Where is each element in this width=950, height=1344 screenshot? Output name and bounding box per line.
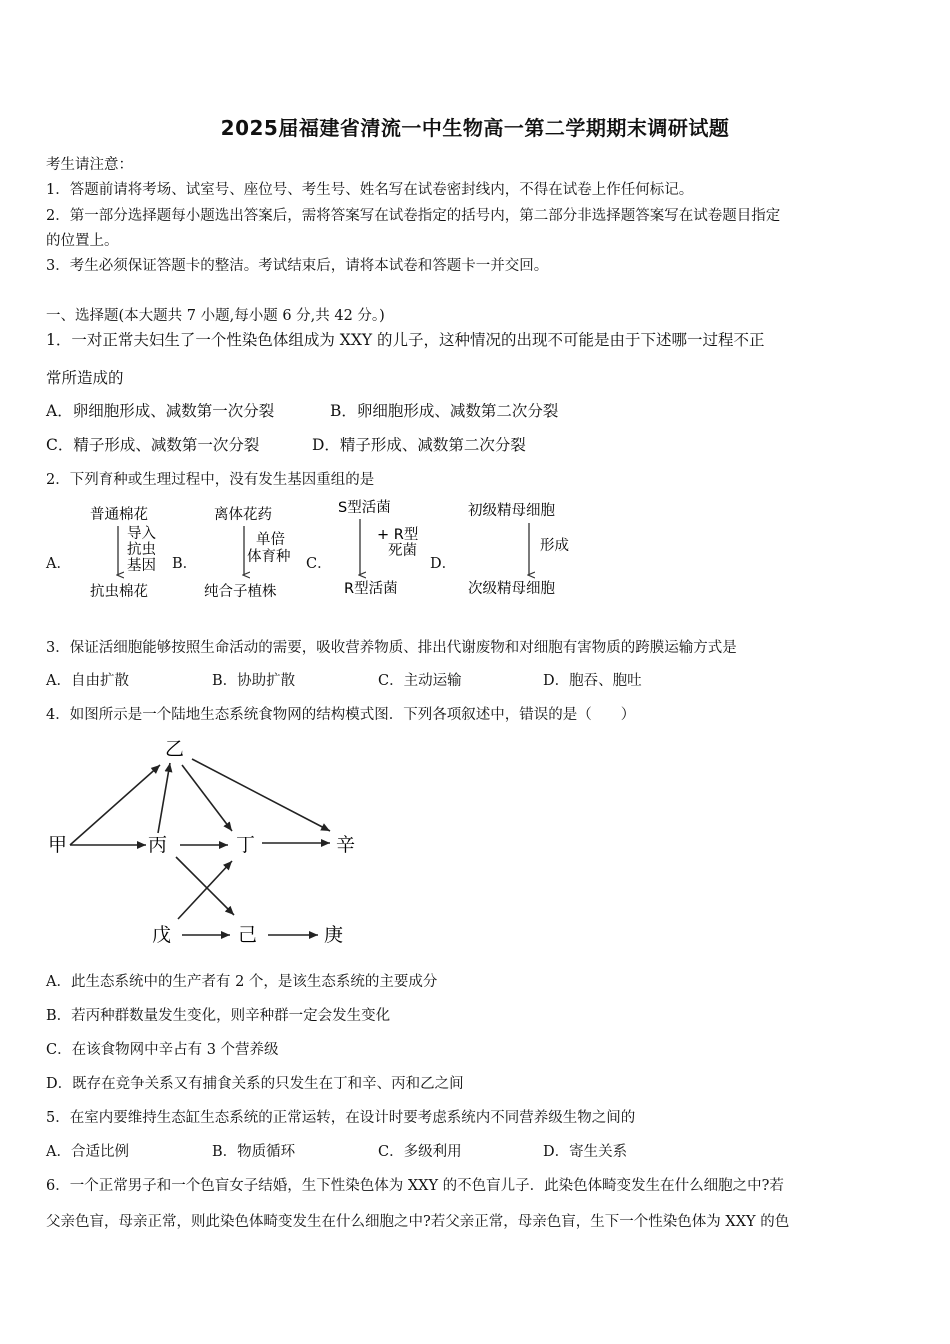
q3-option-c: C．主动运输 <box>378 673 462 689</box>
q4-stem: 4．如图所示是一个陆地生态系统食物网的结构模式图．下列各项叙述中，错误的是（ ） <box>46 707 636 723</box>
arrow-jia-yi <box>70 765 160 845</box>
arrow-yi-xin <box>192 759 330 831</box>
arrow-bing-yi <box>158 763 170 833</box>
q2b-bottom: 纯合子植株 <box>204 584 277 600</box>
q6-stem-line1: 6．一个正常男子和一个色盲女子结婚，生下性染色体为 XXY 的不色盲儿子．此染色体畸变发生在什么细胞之中?若 <box>46 1178 784 1194</box>
q2a-side-2: 抗虫 <box>127 542 156 558</box>
q2c-top: S型活菌 <box>338 500 391 516</box>
node-yi: 乙 <box>165 738 185 760</box>
q2-label-d: D． <box>430 556 457 572</box>
q1-stem-line1: 1．一对正常夫妇生了一个性染色体组成为 XXY 的儿子，这种情况的出现不可能是由于下述哪一过程不正 <box>46 331 765 349</box>
q3-stem: 3．保证活细胞能够按照生命活动的需要，吸收营养物质、排出代谢废物和对细胞有害物质的跨膜运输方式是 <box>46 640 737 656</box>
q5-option-c: C．多级利用 <box>378 1144 462 1160</box>
q6-stem-line2: 父亲色盲，母亲正常，则此染色体畸变发生在什么细胞之中?若父亲正常，母亲色盲，生下一个性染色体为 XXY 的色 <box>46 1214 790 1230</box>
arrow-yi-ding <box>182 765 232 831</box>
q2c-side-1: + R型 <box>377 527 419 543</box>
q2-label-c: C． <box>306 556 332 572</box>
q1-option-a: A．卵细胞形成、减数第一次分裂 <box>46 402 275 420</box>
q5-stem: 5．在室内要维持生态缸生态系统的正常运转，在设计时要考虑系统内不同营养级生物之间的 <box>46 1110 636 1126</box>
q2-diagram-a <box>90 505 156 600</box>
q2d-top: 初级精母细胞 <box>468 503 555 519</box>
q4-food-web <box>0 725 420 955</box>
q1-option-b: B．卵细胞形成、减数第二次分裂 <box>330 402 559 420</box>
section-heading: 一、选择题(本大题共 7 小题,每小题 6 分,共 42 分。) <box>46 308 385 324</box>
q3-option-b: B．协助扩散 <box>212 673 296 689</box>
q2a-side-3: 基因 <box>127 558 156 574</box>
q2-stem: 2．下列育种或生理过程中，没有发生基因重组的是 <box>46 472 375 488</box>
q2d-bottom: 次级精母细胞 <box>468 581 555 597</box>
exam-title: 2025届福建省清流一中生物高一第二学期期末调研试题 <box>220 116 730 140</box>
q2-label-a: A． <box>46 556 71 572</box>
q2-diagram-c <box>338 498 418 597</box>
q1-option-c: C．精子形成、减数第一次分裂 <box>46 436 260 454</box>
q1-stem-line2: 常所造成的 <box>46 369 124 387</box>
q2a-top: 普通棉花 <box>90 507 148 523</box>
notice-item-3: 3．考生必须保证答题卡的整洁。考试结束后，请将本试卷和答题卡一并交回。 <box>46 258 549 274</box>
q2b-side-1: 单倍 <box>256 532 285 548</box>
q2b-top: 离体花药 <box>214 507 272 523</box>
q2b-side-2: 体育种 <box>247 549 291 565</box>
q2a-side-1: 导入 <box>127 526 156 542</box>
q4-option-c: C．在该食物网中辛占有 3 个营养级 <box>46 1042 279 1058</box>
q2-diagram-b <box>204 505 291 600</box>
arrow-bing-ji <box>176 857 234 915</box>
q2-diagrams <box>0 495 950 605</box>
node-wu: 戊 <box>152 924 172 946</box>
q1-option-d: D．精子形成、减数第二次分裂 <box>312 436 526 454</box>
node-geng: 庚 <box>324 924 344 946</box>
q5-option-d: D．寄生关系 <box>543 1144 628 1160</box>
q3-option-a: A．自由扩散 <box>46 673 129 689</box>
node-jia: 甲 <box>48 834 68 856</box>
q5-option-b: B．物质循环 <box>212 1144 296 1160</box>
q4-option-a: A．此生态系统中的生产者有 2 个，是该生态系统的主要成分 <box>46 974 438 990</box>
node-ji: 己 <box>238 924 258 946</box>
q4-option-b: B．若丙种群数量发生变化，则辛种群一定会发生变化 <box>46 1008 391 1024</box>
q2-diagram-d <box>468 502 569 597</box>
q3-option-d: D．胞吞、胞吐 <box>543 673 642 689</box>
arrow-wu-ding <box>178 861 232 919</box>
q2c-bottom: R型活菌 <box>344 581 398 597</box>
q5-option-a: A．合适比例 <box>46 1144 129 1160</box>
notice-heading: 考生请注意： <box>46 157 133 173</box>
notice-item-2: 2．第一部分选择题每小题选出答案后，需将答案写在试卷指定的括号内，第二部分非选择题答案写在试卷题目指定 <box>46 208 781 224</box>
node-bing: 丙 <box>148 834 168 856</box>
q2c-side-2: 死菌 <box>388 543 417 559</box>
notice-item-1: 1．答题前请将考场、试室号、座位号、考生号、姓名写在试卷密封线内，不得在试卷上作任何标记。 <box>46 182 694 198</box>
q4-option-d: D．既存在竞争关系又有捕食关系的只发生在丁和辛、丙和乙之间 <box>46 1076 464 1092</box>
q2-label-b: B． <box>172 556 198 572</box>
notice-item-2-cont: 的位置上。 <box>46 233 119 249</box>
q2a-bottom: 抗虫棉花 <box>90 584 148 600</box>
node-ding: 丁 <box>236 834 256 856</box>
q2d-side-1: 形成 <box>540 538 569 554</box>
node-xin: 辛 <box>336 834 356 856</box>
